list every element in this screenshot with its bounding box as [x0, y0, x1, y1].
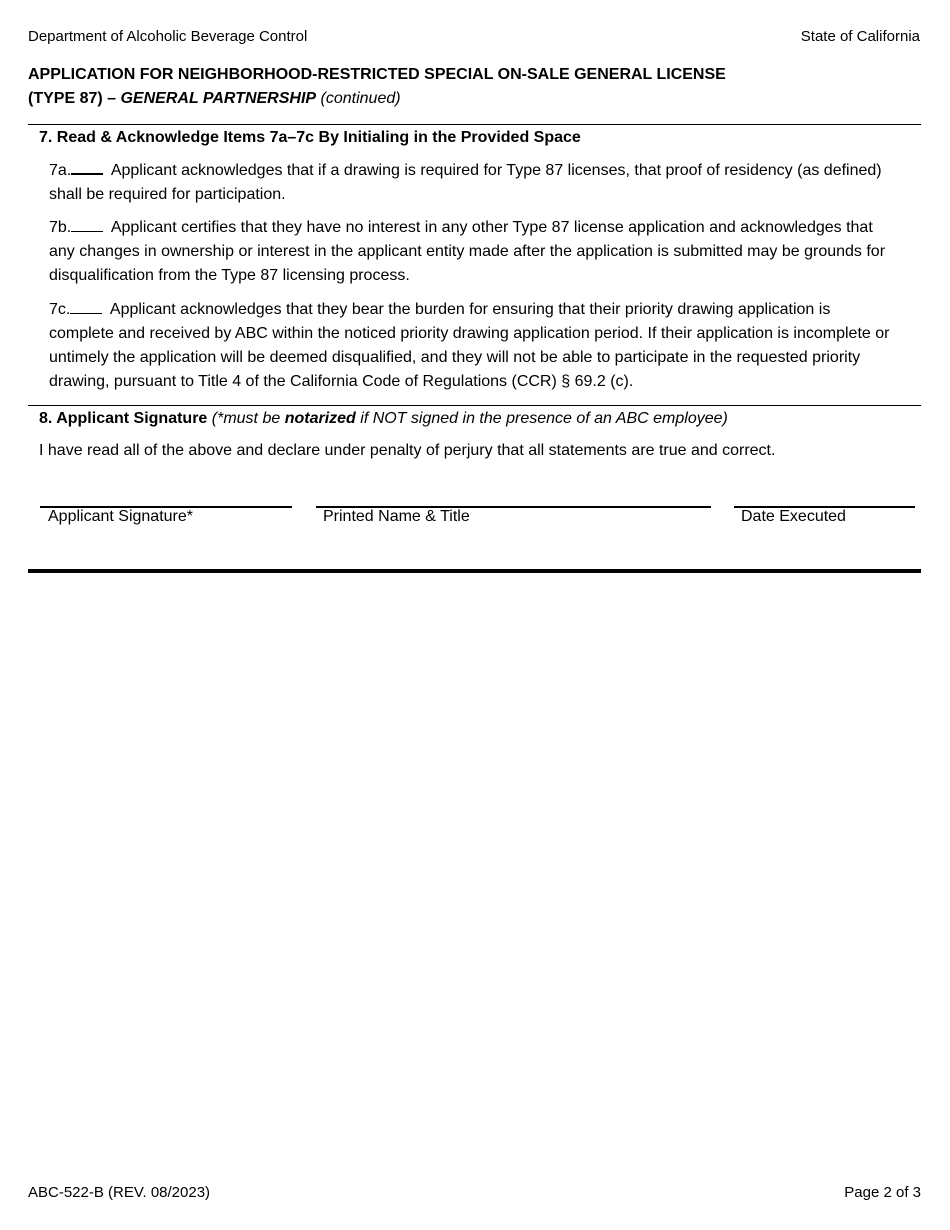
title-entity: GENERAL PARTNERSHIP: [120, 90, 317, 107]
section7-top-rule: [28, 124, 921, 125]
form-id: ABC-522-B (REV. 08/2023): [28, 1184, 211, 1201]
title-type: (TYPE 87) –: [28, 90, 121, 107]
date-label: Date Executed: [741, 508, 846, 525]
section8-title: 8. Applicant Signature: [39, 410, 208, 427]
section8-top-rule: [28, 405, 921, 406]
form-title-line1: APPLICATION FOR NEIGHBORHOOD-RESTRICTED SPECIAL ON-SALE GENERAL LICENSE: [28, 66, 726, 83]
form-title: [28, 63, 726, 111]
item-7b-label: 7b.: [49, 219, 72, 236]
section8-heading: [39, 410, 728, 428]
initial-field-7c[interactable]: [70, 299, 102, 314]
initial-field-7b[interactable]: [71, 217, 103, 232]
section8-note: [207, 410, 728, 427]
item-7a-text: Applicant acknowledges that if a drawing is required for Type 87 licenses, that proof of residency (as defined) shall be required for participation.: [49, 162, 882, 203]
item-7b-text: Applicant certifies that they have no interest in any other Type 87 license application and acknowledges that any changes in ownership or interest in the applicant entity made after the application is submitted may be grounds for disqualification from the Type 87 licensing process.: [49, 219, 886, 284]
note-notarized: notarized: [284, 410, 356, 427]
item-7a: [49, 159, 899, 207]
signature-label: Applicant Signature*: [48, 508, 193, 525]
item-7c-label: 7c.: [49, 301, 71, 318]
department-name: Department of Alcoholic Beverage Control: [28, 28, 308, 45]
item-7a-label: 7a.: [49, 162, 72, 179]
item-7b: [49, 216, 899, 288]
section7-heading: 7. Read & Acknowledge Items 7a–7c By Initialing in the Provided Space: [39, 129, 581, 146]
printed-name-label: Printed Name & Title: [323, 508, 470, 525]
state-name: State of California: [800, 28, 920, 45]
initial-field-7a[interactable]: [71, 159, 103, 175]
page-number: Page 2 of 3: [844, 1184, 921, 1201]
note-pre: (*must be: [207, 410, 285, 427]
section-end-rule: [28, 569, 921, 573]
title-continued: (continued): [316, 90, 401, 107]
item-7c: [49, 298, 899, 394]
item-7c-text: Applicant acknowledges that they bear the burden for ensuring that their priority drawing application is complete and received by ABC within the noticed priority drawing application period. If their application is incomplete or untimely the application will be deemed disqualified, and they will not be able to participate in the requested priority drawing, pursuant to Title 4 of the California Code of Regulations (CCR) § 69.2 (c).: [49, 301, 890, 390]
form-title-line2: [28, 87, 726, 111]
note-post: if NOT signed in the presence of an ABC employee): [355, 410, 728, 427]
declaration-text: I have read all of the above and declare under penalty of perjury that all statements are true and correct.: [39, 442, 776, 459]
